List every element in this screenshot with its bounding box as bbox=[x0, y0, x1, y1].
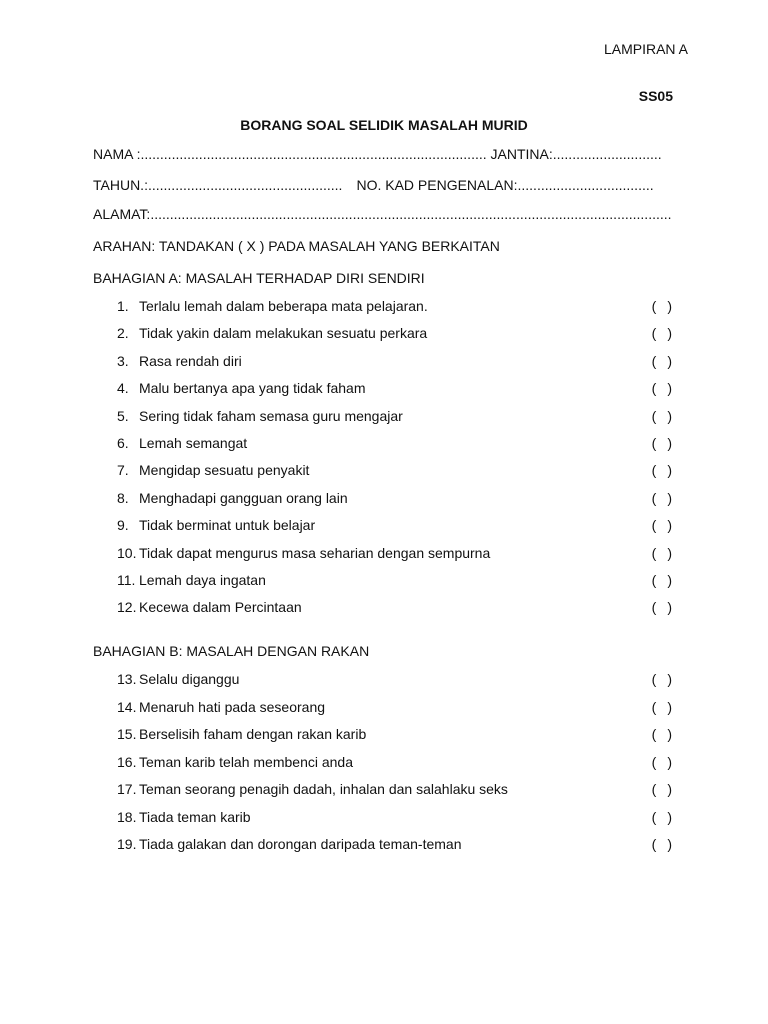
list-item bbox=[117, 809, 677, 829]
list-item bbox=[117, 325, 677, 345]
item-text: Sering tidak faham semasa guru mengajar bbox=[139, 407, 403, 424]
item-text: Teman karib telah membenci anda bbox=[139, 753, 354, 770]
list-item bbox=[117, 490, 677, 510]
instruction-text: ARAHAN: TANDAKAN ( X ) PADA MASALAH YANG BERKAITAN bbox=[93, 238, 500, 254]
item-text: Malu bertanya apa yang tidak faham bbox=[139, 380, 366, 397]
form-code: SS05 bbox=[638, 88, 673, 104]
list-item bbox=[117, 599, 677, 619]
item-text: Berselisih faham dengan rakan karib bbox=[139, 726, 367, 742]
item-number: 15. bbox=[117, 726, 137, 742]
item-text: Teman seorang penagih dadah, inhalan dan salahlaku seks bbox=[139, 781, 508, 797]
item-number: 3. bbox=[117, 352, 129, 369]
answer-checkbox[interactable]: ( ) bbox=[651, 380, 672, 397]
item-number: 6. bbox=[117, 435, 129, 451]
item-text: Selalu diganggu bbox=[139, 671, 240, 687]
item-text: Tiada teman karib bbox=[139, 808, 251, 825]
answer-checkbox[interactable]: ( ) bbox=[651, 325, 672, 342]
answer-checkbox[interactable]: ( ) bbox=[651, 781, 672, 797]
item-text: Tiada galakan dan dorongan daripada teman-teman bbox=[139, 836, 462, 852]
page-title: BORANG SOAL SELIDIK MASALAH MURID bbox=[240, 117, 528, 133]
year-field: TAHUN.:.................................................. bbox=[93, 177, 343, 193]
name-gender-field: NAMA :......................................................................................... JANTINA:............................ bbox=[93, 146, 662, 162]
item-number: 5. bbox=[117, 407, 129, 424]
answer-checkbox[interactable]: ( ) bbox=[651, 836, 672, 852]
item-text: Terlalu lemah dalam beberapa mata pelajaran. bbox=[139, 298, 428, 314]
item-number: 7. bbox=[117, 462, 129, 479]
answer-checkbox[interactable]: ( ) bbox=[651, 407, 672, 424]
item-number: 4. bbox=[117, 380, 129, 397]
answer-checkbox[interactable]: ( ) bbox=[651, 517, 672, 534]
item-number: 11. bbox=[117, 572, 136, 588]
answer-checkbox[interactable]: ( ) bbox=[651, 671, 672, 687]
list-item bbox=[117, 726, 677, 746]
item-number: 9. bbox=[117, 517, 129, 534]
item-number: 2. bbox=[117, 325, 129, 342]
item-text: Lemah daya ingatan bbox=[139, 572, 266, 588]
answer-checkbox[interactable]: ( ) bbox=[651, 808, 672, 825]
item-text: Tidak berminat untuk belajar bbox=[139, 517, 316, 534]
item-text: Mengidap sesuatu penyakit bbox=[139, 462, 310, 479]
item-text: Tidak yakin dalam melakukan sesuatu perkara bbox=[139, 325, 428, 342]
item-number: 14. bbox=[117, 698, 137, 715]
item-number: 12. bbox=[117, 599, 137, 616]
answer-checkbox[interactable]: ( ) bbox=[651, 753, 672, 770]
list-item bbox=[117, 517, 677, 537]
list-item bbox=[117, 699, 677, 719]
answer-checkbox[interactable]: ( ) bbox=[651, 698, 672, 715]
item-number: 8. bbox=[117, 489, 129, 506]
list-item bbox=[117, 298, 677, 318]
answer-checkbox[interactable]: ( ) bbox=[651, 572, 672, 588]
item-text: Lemah semangat bbox=[139, 435, 248, 451]
item-text: Kecewa dalam Percintaan bbox=[139, 599, 302, 616]
list-item bbox=[117, 836, 677, 856]
list-item bbox=[117, 572, 677, 592]
address-field: ALAMAT:...................................................................................................................................... bbox=[93, 206, 672, 222]
list-item bbox=[117, 353, 677, 373]
answer-checkbox[interactable]: ( ) bbox=[651, 462, 672, 479]
answer-checkbox[interactable]: ( ) bbox=[651, 544, 672, 561]
list-item bbox=[117, 462, 677, 482]
section-a-title: BAHAGIAN A: MASALAH TERHADAP DIRI SENDIRI bbox=[93, 270, 425, 286]
answer-checkbox[interactable]: ( ) bbox=[651, 489, 672, 506]
item-number: 1. bbox=[117, 298, 129, 314]
list-item bbox=[117, 754, 677, 774]
answer-checkbox[interactable]: ( ) bbox=[651, 599, 672, 616]
list-item bbox=[117, 545, 677, 565]
item-text: Menaruh hati pada seseorang bbox=[139, 698, 326, 715]
item-text: Rasa rendah diri bbox=[139, 352, 242, 369]
appendix-label: LAMPIRAN A bbox=[603, 41, 688, 57]
item-number: 13. bbox=[117, 671, 137, 687]
list-item bbox=[117, 408, 677, 428]
answer-checkbox[interactable]: ( ) bbox=[651, 352, 672, 369]
ic-number-field: NO. KAD PENGENALAN:................................... bbox=[356, 177, 654, 193]
answer-checkbox[interactable]: ( ) bbox=[651, 726, 672, 742]
item-number: 16. bbox=[117, 753, 137, 770]
item-number: 17. bbox=[117, 781, 137, 797]
section-b-title: BAHAGIAN B: MASALAH DENGAN RAKAN bbox=[93, 643, 370, 659]
list-item bbox=[117, 435, 677, 455]
item-text: Menghadapi gangguan orang lain bbox=[139, 489, 348, 506]
list-item bbox=[117, 380, 677, 400]
list-item bbox=[117, 671, 677, 691]
item-number: 18. bbox=[117, 808, 137, 825]
year-ic-row bbox=[93, 177, 654, 193]
item-number: 10. bbox=[117, 544, 137, 561]
answer-checkbox[interactable]: ( ) bbox=[651, 435, 672, 451]
list-item bbox=[117, 781, 677, 801]
item-text: Tidak dapat mengurus masa seharian dengan sempurna bbox=[139, 544, 491, 561]
item-number: 19. bbox=[117, 836, 137, 852]
answer-checkbox[interactable]: ( ) bbox=[651, 298, 672, 314]
